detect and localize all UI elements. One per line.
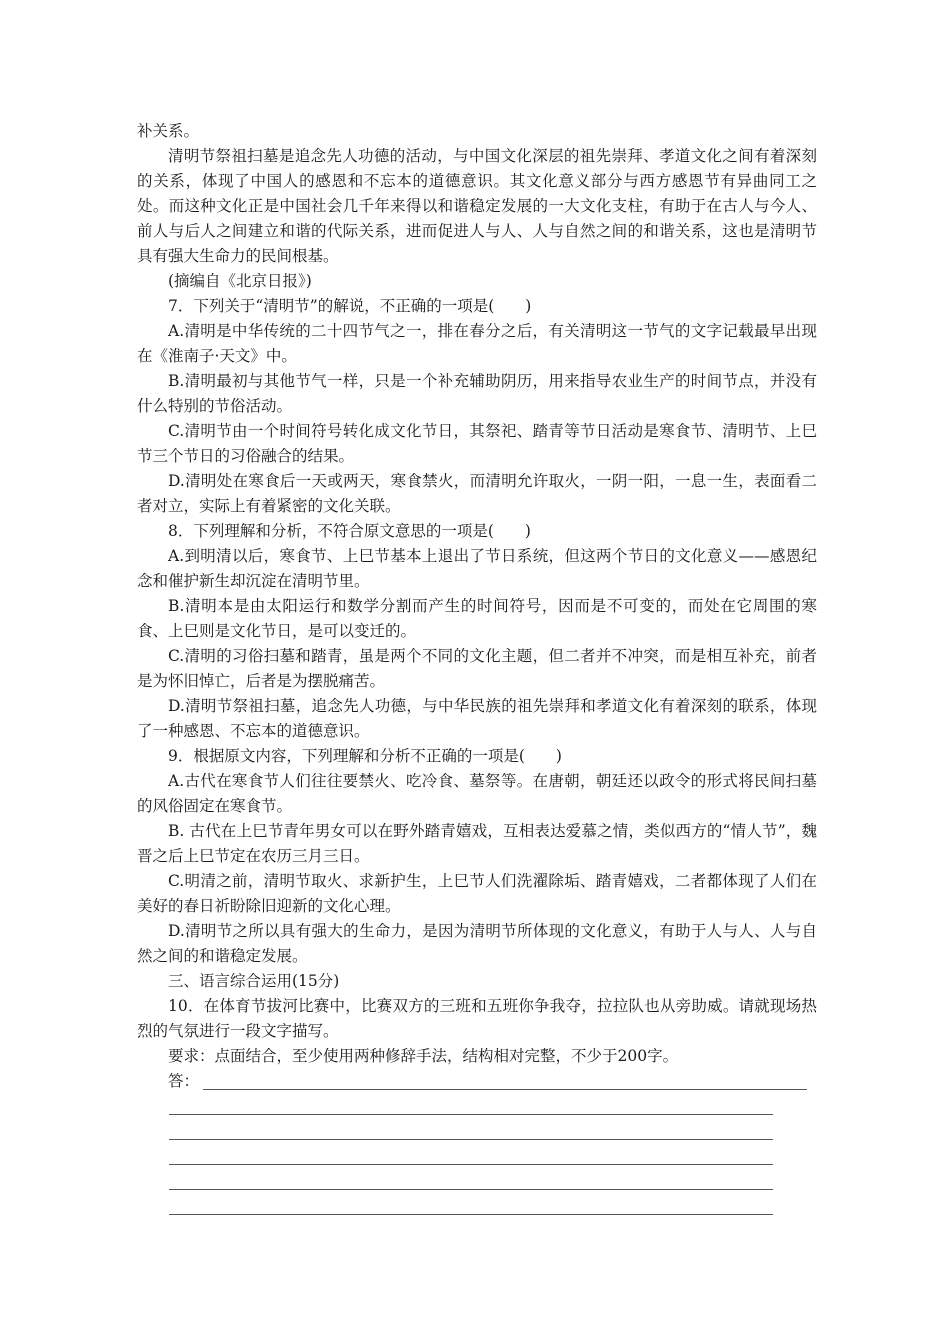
q10-stem: 10．在体育节拔河比赛中，比赛双方的三班和五班你争我夺，拉拉队也从旁助威。请就现场热烈的气氛进行一段文字描写。 xyxy=(137,997,817,1040)
answer-line xyxy=(137,1094,817,1119)
answer-rule[interactable] xyxy=(169,1114,773,1115)
answer-rule[interactable] xyxy=(169,1139,773,1140)
q8-option-b: B.清明本是由太阳运行和数学分割而产生的时间符号，因而是不可变的，而处在它周围的寒食、上巳则是文化节日，是可以变迁的。 xyxy=(137,597,817,640)
answer-line xyxy=(137,1194,817,1219)
answer-rule[interactable] xyxy=(169,1189,773,1190)
exam-page xyxy=(137,119,817,1219)
q7-stem: 7．下列关于“清明节”的解说，不正确的一项是( ) xyxy=(168,297,532,315)
answer-label: 答： xyxy=(168,1072,200,1090)
passage-source: (摘编自《北京日报》) xyxy=(168,272,312,290)
q7-option-a: A.清明是中华传统的二十四节气之一，排在春分之后，有关清明这一节气的文字记载最早出现在《淮南子·天文》中。 xyxy=(137,322,817,365)
q9-option-d: D.清明节之所以具有强大的生命力，是因为清明节所体现的文化意义，有助于人与人、人与自然之间的和谐稳定发展。 xyxy=(137,922,817,965)
answer-rule[interactable] xyxy=(169,1164,773,1165)
q7-option-d: D.清明处在寒食后一天或两天，寒食禁火，而清明允许取火，一阴一阳，一息一生，表面看二者对立，实际上有着紧密的文化关联。 xyxy=(137,472,817,515)
q10-requirement: 要求：点面结合，至少使用两种修辞手法，结构相对完整，不少于200字。 xyxy=(168,1047,679,1065)
q8-option-c: C.清明的习俗扫墓和踏青，虽是两个不同的文化主题，但二者并不冲突，而是相互补充，前者是为怀旧悼亡，后者是为摆脱痛苦。 xyxy=(137,647,817,690)
passage-paragraph: 清明节祭祖扫墓是追念先人功德的活动，与中国文化深层的祖先崇拜、孝道文化之间有着深刻的关系，体现了中国人的感恩和不忘本的道德意识。其文化意义部分与西方感恩节有异曲同工之处。而这种文化正是中国社会几千年来得以和谐稳定发展的一大文化支柱，有助于在古人与今人、前人与后人之间建立和谐的代际关系，进而促进人与人、人与自然之间的和谐关系，这也是清明节具有强大生命力的民间根基。 xyxy=(137,147,817,265)
q9-option-a: A.古代在寒食节人们往往要禁火、吃冷食、墓祭等。在唐朝，朝廷还以政令的形式将民间扫墓的风俗固定在寒食节。 xyxy=(137,772,817,815)
q8-option-a: A.到明清以后，寒食节、上巳节基本上退出了节日系统，但这两个节日的文化意义——感恩纪念和催护新生却沉淀在清明节里。 xyxy=(137,547,817,590)
answer-rule[interactable] xyxy=(169,1214,773,1215)
answer-line xyxy=(137,1119,817,1144)
q9-option-b: B. 古代在上巳节青年男女可以在野外踏青嬉戏，互相表达爱慕之情，类似西方的“情人节”，魏晋之后上巳节定在农历三月三日。 xyxy=(137,822,817,865)
q7-option-b: B.清明最初与其他节气一样，只是一个补充辅助阴历，用来指导农业生产的时间节点，并没有什么特别的节俗活动。 xyxy=(137,372,817,415)
answer-line xyxy=(137,1169,817,1194)
answer-line xyxy=(137,1144,817,1169)
passage-tail: 补关系。 xyxy=(137,122,200,140)
answer-first-line xyxy=(137,1069,817,1094)
section-heading: 三、语言综合运用(15分) xyxy=(168,972,340,990)
answer-rule[interactable] xyxy=(203,1089,807,1090)
q8-stem: 8．下列理解和分析，不符合原文意思的一项是( ) xyxy=(168,522,531,540)
q8-option-d: D.清明节祭祖扫墓，追念先人功德，与中华民族的祖先崇拜和孝道文化有着深刻的联系，体现了一种感恩、不忘本的道德意识。 xyxy=(137,697,817,740)
q7-option-c: C.清明节由一个时间符号转化成文化节日，其祭祀、踏青等节日活动是寒食节、清明节、上巳节三个节日的习俗融合的结果。 xyxy=(137,422,817,465)
q9-option-c: C.明清之前，清明节取火、求新护生，上巳节人们洗濯除垢、踏青嬉戏，二者都体现了人们在美好的春日祈盼除旧迎新的文化心理。 xyxy=(137,872,817,915)
q9-stem: 9．根据原文内容，下列理解和分析不正确的一项是( ) xyxy=(168,747,562,765)
